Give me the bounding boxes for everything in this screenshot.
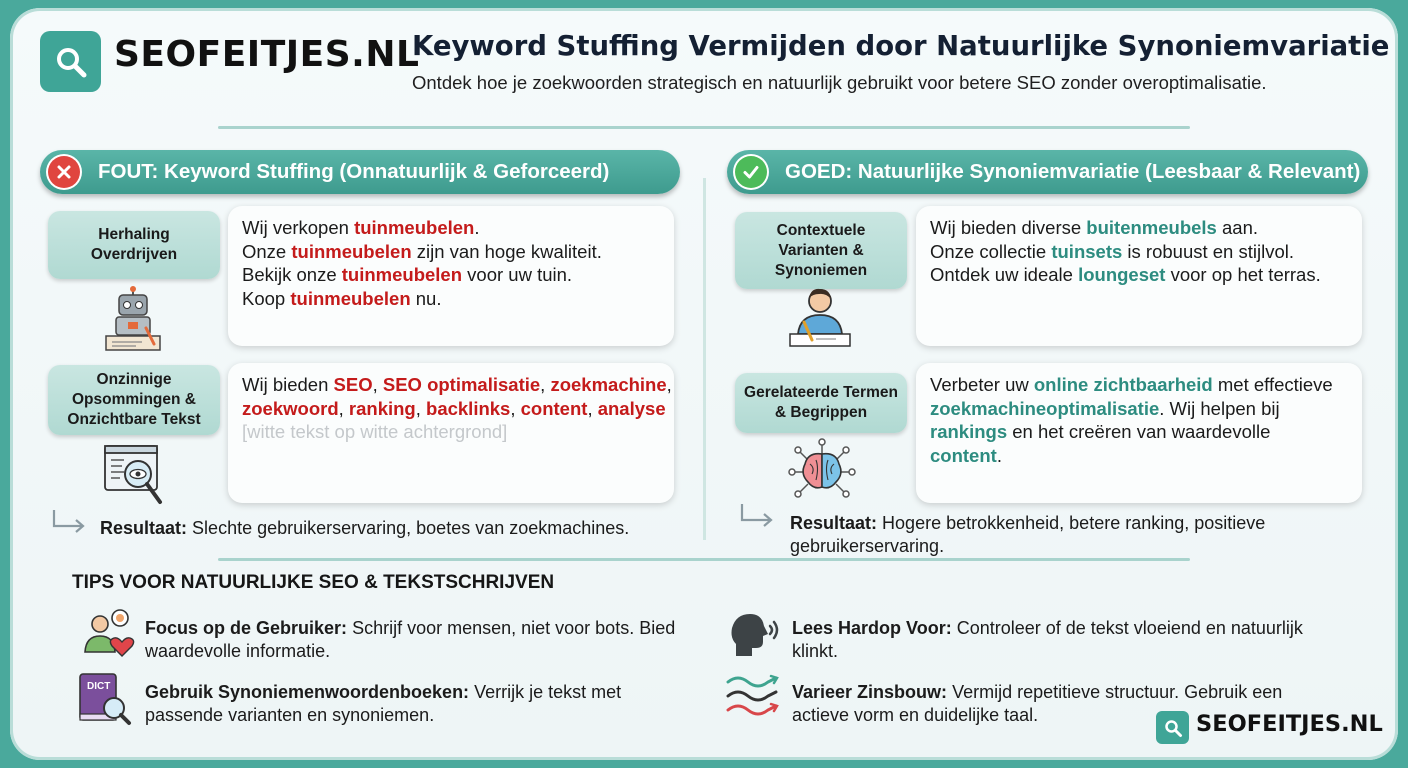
- page-title: Keyword Stuffing Vermijden door Natuurlijke Synoniemvariatie: [412, 30, 1390, 62]
- good-result-label: Resultaat:: [790, 513, 878, 533]
- pill-related-label: Gerelateerde Termen & Begrippen: [744, 384, 898, 421]
- tip-text: Vermijd repetitieve structuur. Gebruik een actieve vorm en duidelijke taal.: [792, 682, 1283, 725]
- pill-contextual-label: Contextuele Varianten & Synoniemen: [774, 221, 868, 279]
- bad-result-label: Resultaat:: [100, 518, 188, 538]
- bad-example-line: zoekwoord, ranking, backlinks, content, analyse: [242, 397, 666, 419]
- bad-banner: [40, 150, 680, 194]
- pill-repetition: [48, 211, 220, 279]
- column-divider: [703, 178, 706, 540]
- result-arrow-icon: [50, 508, 90, 536]
- tip-dictionary: [145, 681, 685, 727]
- bad-example-2: [228, 363, 674, 503]
- tip-label: Gebruik Synoniemenwoordenboeken:: [145, 682, 470, 702]
- good-example-1: [916, 206, 1362, 346]
- tip-text: Verrijk je tekst met passende varianten en synoniemen.: [145, 682, 622, 725]
- good-banner: [727, 150, 1368, 194]
- good-result: [790, 512, 1330, 558]
- pill-nonsense-lists: [48, 365, 220, 435]
- tip-text: Schrijf voor mensen, niet voor bots. Bied waardevolle informatie.: [145, 618, 676, 661]
- speaking-head-icon: [728, 610, 780, 660]
- hidden-text-line: [witte tekst op witte achtergrond]: [242, 421, 508, 442]
- tips-title: TIPS VOOR NATUURLIJKE SEO & TEKSTSCHRIJVEN: [72, 572, 555, 593]
- search-logo-icon: [40, 31, 101, 92]
- dictionary-icon: [76, 670, 132, 726]
- tips-divider: [218, 558, 1190, 561]
- bad-result: [100, 517, 690, 540]
- pill-related-terms: [735, 373, 907, 433]
- footer-search-icon: [1156, 711, 1189, 744]
- tip-label: Varieer Zinsbouw:: [792, 682, 948, 702]
- check-icon: [735, 156, 767, 188]
- good-result-text: Hogere betrokkenheid, betere ranking, positieve gebruikerservaring.: [790, 513, 1266, 556]
- brain-network-icon: [788, 438, 856, 502]
- good-example-line: zoekmachineoptimalisatie. Wij helpen bij: [930, 397, 1280, 419]
- good-example-line: Onze collectie tuinsets is robuust en stijlvol.: [930, 240, 1294, 262]
- user-heart-icon: [78, 608, 136, 660]
- good-example-2: [916, 363, 1362, 503]
- tip-label: Focus op de Gebruiker:: [145, 618, 348, 638]
- good-example-line: content.: [930, 444, 1002, 466]
- bad-example-line: Wij bieden SEO, SEO optimalisatie, zoekmachine,: [242, 374, 672, 395]
- tip-focus-user: [145, 617, 705, 663]
- result-arrow-icon: [738, 502, 778, 530]
- footer-brand: SEOFEITJES.NL: [1196, 711, 1383, 737]
- bad-banner-label: FOUT: Keyword Stuffing (Onnatuurlijk & Geforceerd): [98, 160, 610, 183]
- pill-nonsense-label: Onzinnige Opsommingen & Onzichtbare Tekst: [67, 371, 201, 428]
- tip-text: Controleer of de tekst vloeiend en natuurlijk klinkt.: [792, 618, 1303, 661]
- page-subtitle: Ontdek hoe je zoekwoorden strategisch en natuurlijk gebruikt voor betere SEO zonder overoptimalisatie.: [412, 72, 1267, 93]
- wavy-lines-icon: [724, 672, 782, 718]
- document-magnifier-icon: [102, 442, 168, 510]
- dictionary-label: DICT: [87, 681, 111, 692]
- bad-example-1: [228, 206, 674, 346]
- bad-example-line: Wij verkopen tuinmeubelen.: [242, 217, 480, 238]
- good-example-line: rankings en het creëren van waardevolle: [930, 421, 1271, 442]
- error-x-icon: [48, 156, 80, 188]
- bad-example-line: Koop tuinmeubelen nu.: [242, 287, 442, 309]
- tip-label: Lees Hardop Voor:: [792, 618, 952, 638]
- good-banner-label: GOED: Natuurlijke Synoniemvariatie (Leesbaar & Relevant): [785, 160, 1361, 183]
- bad-result-text: Slechte gebruikerservaring, boetes van zoekmachines.: [192, 518, 630, 538]
- infographic-card: [10, 8, 1398, 760]
- brand-name: SEOFEITJES.NL: [114, 34, 420, 75]
- pill-repetition-label: Herhaling Overdrijven: [90, 226, 178, 263]
- good-example-line: Verbeter uw online zichtbaarheid met effectieve: [930, 374, 1333, 395]
- bad-example-line: Bekijk onze tuinmeubelen voor uw tuin.: [242, 264, 573, 285]
- robot-icon: [102, 286, 164, 354]
- header-divider: [218, 126, 1190, 129]
- good-example-line: Wij bieden diverse buitenmeubels aan.: [930, 217, 1259, 238]
- good-example-line: Ontdek uw ideale loungeset voor op het terras.: [930, 264, 1321, 285]
- pill-contextual-variants: [735, 212, 907, 289]
- tip-read-aloud: [792, 617, 1352, 663]
- person-writing-icon: [786, 284, 854, 350]
- bad-example-line: Onze tuinmeubelen zijn van hoge kwaliteit.: [242, 240, 602, 262]
